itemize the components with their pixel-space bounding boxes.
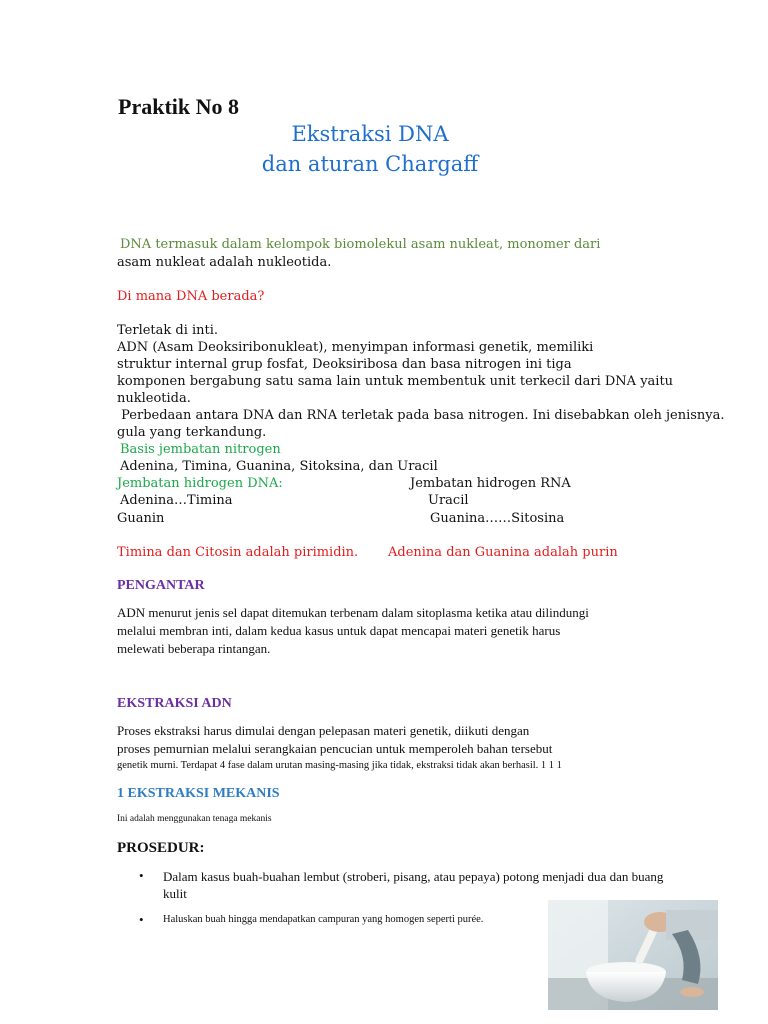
- pengantar-line: ADN menurut jenis sel dapat ditemukan terbenam dalam sitoplasma ketika atau dilindungi: [117, 605, 589, 620]
- bullet-marker: •: [139, 912, 144, 927]
- mekanis-note: Ini adalah menggunakan tenaga mekanis: [117, 814, 272, 824]
- dna-pair-2: Guanin: [117, 511, 165, 526]
- subtitle-line-2: dan aturan Chargaff: [261, 152, 479, 176]
- question-heading: Di mana DNA berada?: [117, 289, 265, 304]
- answer-line: gula yang terkandung.: [117, 425, 267, 440]
- pyrimidine-statement: Timina dan Citosin adalah pirimidin.: [117, 545, 359, 560]
- rna-bridge-heading: Jembatan hidrogen RNA: [410, 476, 571, 491]
- ekstraksi-line: genetik murni. Terdapat 4 fase dalam urutan masing-masing jika tidak, ekstraksi tidak akan berhasil. 1 1 1: [117, 760, 562, 771]
- page-title: Praktik No 8: [118, 94, 239, 119]
- ekstraksi-line: Proses ekstraksi harus dimulai dengan pelepasan materi genetik, diikuti dengan: [117, 723, 530, 738]
- answer-line: ADN (Asam Deoksiribonukleat), menyimpan informasi genetik, memiliki: [117, 340, 594, 355]
- purine-statement: Adenina dan Guanina adalah purin: [388, 545, 618, 560]
- answer-line: Terletak di inti.: [117, 323, 219, 338]
- dna-bridge-heading: Jembatan hidrogen DNA:: [117, 476, 283, 491]
- intro-line-1: DNA termasuk dalam kelompok biomolekul asam nukleat, monomer dari: [120, 237, 601, 252]
- prosedur-item-line: Dalam kasus buah-buahan lembut (stroberi, pisang, atau pepaya) potong menjadi dua dan buang: [163, 869, 664, 884]
- bases-list: Adenina, Timina, Guanina, Sitoksina, dan Uracil: [120, 459, 438, 474]
- answer-line: komponen bergabung satu sama lain untuk membentuk unit terkecil dari DNA yaitu: [117, 374, 674, 389]
- subtitle-line-1: Ekstraksi DNA: [291, 122, 449, 146]
- mortar-pestle-photo: [548, 900, 718, 1010]
- bullet-marker: •: [139, 868, 144, 883]
- ekstraksi-line: proses pemurnian melalui serangkaian pencucian untuk memperoleh bahan tersebut: [117, 741, 553, 756]
- answer-line: Perbedaan antara DNA dan RNA terletak pada basa nitrogen. Ini disebabkan oleh jenisnya.: [117, 408, 725, 423]
- prosedur-heading: PROSEDUR:: [117, 840, 205, 856]
- pengantar-line: melewati beberapa rintangan.: [117, 641, 271, 656]
- pengantar-line: melalui membran inti, dalam kedua kasus untuk dapat mencapai materi genetik harus: [117, 623, 561, 638]
- dna-pair-1: Adenina…Timina: [120, 493, 233, 508]
- prosedur-item-line: kulit: [163, 886, 187, 901]
- rna-pair-2: Guanina……Sitosina: [430, 511, 565, 526]
- intro-line-2: asam nukleat adalah nukleotida.: [117, 255, 332, 270]
- ekstraksi-heading: EKSTRAKSI ADN: [117, 696, 232, 711]
- pengantar-heading: PENGANTAR: [117, 578, 205, 593]
- answer-line: nukleotida.: [117, 391, 191, 406]
- mekanis-heading: 1 EKSTRAKSI MEKANIS: [117, 786, 280, 801]
- rna-pair-1: Uracil: [428, 493, 469, 508]
- bases-heading: Basis jembatan nitrogen: [120, 442, 281, 457]
- answer-line: struktur internal grup fosfat, Deoksiribosa dan basa nitrogen ini tiga: [117, 357, 572, 372]
- prosedur-item-line: Haluskan buah hingga mendapatkan campuran yang homogen seperti purée.: [163, 914, 484, 925]
